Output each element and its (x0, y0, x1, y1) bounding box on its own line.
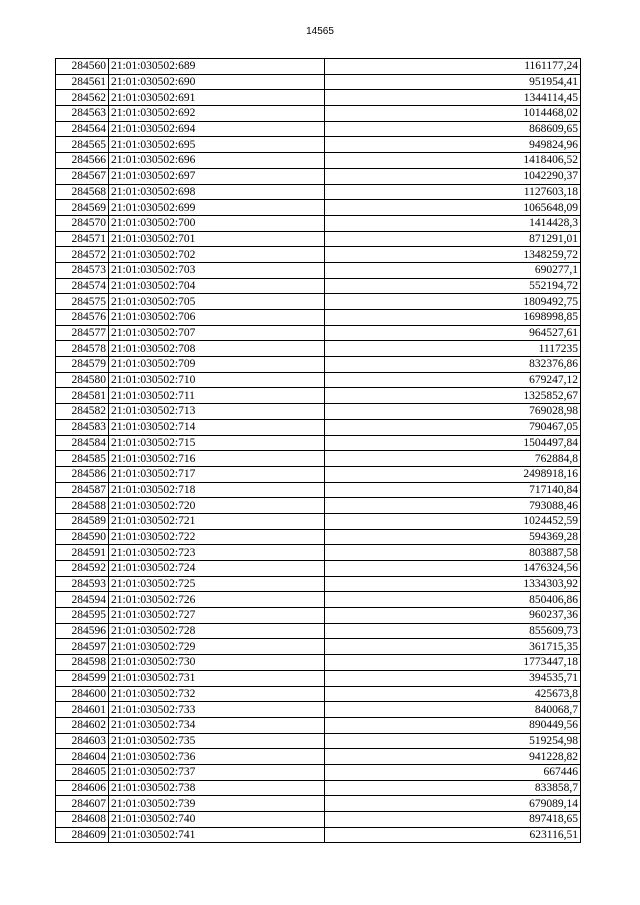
table-row (56, 498, 581, 514)
table-row (56, 592, 581, 608)
cadastral-number-cell: 21:01:030502:728 (109, 623, 325, 639)
row-id-cell: 284605 (56, 764, 109, 780)
value-cell: 840068,7 (325, 702, 581, 718)
value-cell: 941228,82 (325, 749, 581, 765)
value-cell: 667446 (325, 764, 581, 780)
table-row (56, 812, 581, 828)
row-id-cell: 284569 (56, 200, 109, 216)
row-id-cell: 284607 (56, 796, 109, 812)
table-row (56, 388, 581, 404)
cadastral-number-cell: 21:01:030502:732 (109, 686, 325, 702)
row-id-cell: 284564 (56, 121, 109, 137)
cadastral-number-cell: 21:01:030502:721 (109, 513, 325, 529)
cadastral-number-cell: 21:01:030502:718 (109, 482, 325, 498)
cadastral-number-cell: 21:01:030502:714 (109, 419, 325, 435)
cadastral-number-cell: 21:01:030502:724 (109, 561, 325, 577)
cadastral-number-cell: 21:01:030502:689 (109, 59, 325, 75)
table-row (56, 451, 581, 467)
table-row (56, 686, 581, 702)
row-id-cell: 284575 (56, 294, 109, 310)
table-row (56, 702, 581, 718)
table-row (56, 184, 581, 200)
row-id-cell: 284592 (56, 561, 109, 577)
row-id-cell: 284602 (56, 717, 109, 733)
value-cell: 769028,98 (325, 404, 581, 420)
row-id-cell: 284603 (56, 733, 109, 749)
cadastral-number-cell: 21:01:030502:701 (109, 231, 325, 247)
table-row (56, 466, 581, 482)
cadastral-number-cell: 21:01:030502:740 (109, 812, 325, 828)
row-id-cell: 284584 (56, 435, 109, 451)
value-cell: 623116,51 (325, 827, 581, 843)
row-id-cell: 284579 (56, 357, 109, 373)
value-cell: 793088,46 (325, 498, 581, 514)
cadastral-value-table (55, 58, 581, 843)
row-id-cell: 284587 (56, 482, 109, 498)
row-id-cell: 284606 (56, 780, 109, 796)
cadastral-number-cell: 21:01:030502:715 (109, 435, 325, 451)
value-cell: 1042290,37 (325, 168, 581, 184)
value-cell: 964527,61 (325, 325, 581, 341)
cadastral-number-cell: 21:01:030502:692 (109, 106, 325, 122)
value-cell: 960237,36 (325, 608, 581, 624)
cadastral-number-cell: 21:01:030502:734 (109, 717, 325, 733)
cadastral-number-cell: 21:01:030502:702 (109, 247, 325, 263)
row-id-cell: 284567 (56, 168, 109, 184)
table-row (56, 372, 581, 388)
value-cell: 717140,84 (325, 482, 581, 498)
value-cell: 1065648,09 (325, 200, 581, 216)
cadastral-number-cell: 21:01:030502:695 (109, 137, 325, 153)
value-cell: 803887,58 (325, 545, 581, 561)
value-cell: 519254,98 (325, 733, 581, 749)
row-id-cell: 284562 (56, 90, 109, 106)
row-id-cell: 284589 (56, 513, 109, 529)
cadastral-number-cell: 21:01:030502:694 (109, 121, 325, 137)
row-id-cell: 284572 (56, 247, 109, 263)
cadastral-number-cell: 21:01:030502:703 (109, 262, 325, 278)
row-id-cell: 284590 (56, 529, 109, 545)
table-row (56, 529, 581, 545)
cadastral-number-cell: 21:01:030502:717 (109, 466, 325, 482)
value-cell: 871291,01 (325, 231, 581, 247)
table-row (56, 168, 581, 184)
value-cell: 855609,73 (325, 623, 581, 639)
value-cell: 868609,65 (325, 121, 581, 137)
value-cell: 762884,8 (325, 451, 581, 467)
cadastral-number-cell: 21:01:030502:731 (109, 670, 325, 686)
table-row (56, 90, 581, 106)
value-cell: 1476324,56 (325, 561, 581, 577)
table-row (56, 608, 581, 624)
value-cell: 949824,96 (325, 137, 581, 153)
table-row (56, 749, 581, 765)
value-cell: 425673,8 (325, 686, 581, 702)
table-row (56, 278, 581, 294)
cadastral-number-cell: 21:01:030502:691 (109, 90, 325, 106)
cadastral-number-cell: 21:01:030502:700 (109, 215, 325, 231)
cadastral-number-cell: 21:01:030502:698 (109, 184, 325, 200)
table-row (56, 404, 581, 420)
cadastral-number-cell: 21:01:030502:690 (109, 74, 325, 90)
row-id-cell: 284597 (56, 639, 109, 655)
value-cell: 1418406,52 (325, 153, 581, 169)
table-row (56, 764, 581, 780)
value-cell: 1014468,02 (325, 106, 581, 122)
table-row (56, 200, 581, 216)
table-row (56, 121, 581, 137)
value-cell: 1809492,75 (325, 294, 581, 310)
row-id-cell: 284563 (56, 106, 109, 122)
row-id-cell: 284561 (56, 74, 109, 90)
cadastral-number-cell: 21:01:030502:737 (109, 764, 325, 780)
value-cell: 1117235 (325, 341, 581, 357)
value-cell: 1127603,18 (325, 184, 581, 200)
row-id-cell: 284568 (56, 184, 109, 200)
row-id-cell: 284582 (56, 404, 109, 420)
row-id-cell: 284580 (56, 372, 109, 388)
value-cell: 951954,41 (325, 74, 581, 90)
cadastral-number-cell: 21:01:030502:741 (109, 827, 325, 843)
table-row (56, 310, 581, 326)
cadastral-number-cell: 21:01:030502:699 (109, 200, 325, 216)
cadastral-number-cell: 21:01:030502:725 (109, 576, 325, 592)
row-id-cell: 284601 (56, 702, 109, 718)
value-cell: 1024452,59 (325, 513, 581, 529)
table-row (56, 325, 581, 341)
table-row (56, 670, 581, 686)
cadastral-number-cell: 21:01:030502:729 (109, 639, 325, 655)
row-id-cell: 284596 (56, 623, 109, 639)
value-cell: 897418,65 (325, 812, 581, 828)
row-id-cell: 284576 (56, 310, 109, 326)
row-id-cell: 284595 (56, 608, 109, 624)
cadastral-number-cell: 21:01:030502:711 (109, 388, 325, 404)
row-id-cell: 284585 (56, 451, 109, 467)
table-row (56, 357, 581, 373)
table-row (56, 780, 581, 796)
row-id-cell: 284586 (56, 466, 109, 482)
row-id-cell: 284560 (56, 59, 109, 75)
table-row (56, 545, 581, 561)
row-id-cell: 284566 (56, 153, 109, 169)
table-row (56, 262, 581, 278)
row-id-cell: 284600 (56, 686, 109, 702)
value-cell: 361715,35 (325, 639, 581, 655)
value-cell: 833858,7 (325, 780, 581, 796)
value-cell: 1414428,3 (325, 215, 581, 231)
table-row (56, 59, 581, 75)
table-row (56, 137, 581, 153)
cadastral-number-cell: 21:01:030502:706 (109, 310, 325, 326)
table-row (56, 74, 581, 90)
table-row (56, 655, 581, 671)
row-id-cell: 284583 (56, 419, 109, 435)
cadastral-number-cell: 21:01:030502:713 (109, 404, 325, 420)
table-row (56, 796, 581, 812)
table-row (56, 561, 581, 577)
value-cell: 679089,14 (325, 796, 581, 812)
cadastral-number-cell: 21:01:030502:730 (109, 655, 325, 671)
cadastral-number-cell: 21:01:030502:704 (109, 278, 325, 294)
row-id-cell: 284573 (56, 262, 109, 278)
value-cell: 690277,1 (325, 262, 581, 278)
value-cell: 1325852,67 (325, 388, 581, 404)
cadastral-number-cell: 21:01:030502:733 (109, 702, 325, 718)
table-row (56, 106, 581, 122)
table-row (56, 827, 581, 843)
row-id-cell: 284578 (56, 341, 109, 357)
page-number: 14565 (306, 26, 334, 37)
cadastral-number-cell: 21:01:030502:696 (109, 153, 325, 169)
value-cell: 790467,05 (325, 419, 581, 435)
value-cell: 1348259,72 (325, 247, 581, 263)
table-row (56, 482, 581, 498)
table-row (56, 294, 581, 310)
row-id-cell: 284594 (56, 592, 109, 608)
cadastral-number-cell: 21:01:030502:723 (109, 545, 325, 561)
cadastral-number-cell: 21:01:030502:726 (109, 592, 325, 608)
value-cell: 1698998,85 (325, 310, 581, 326)
cadastral-number-cell: 21:01:030502:727 (109, 608, 325, 624)
row-id-cell: 284581 (56, 388, 109, 404)
row-id-cell: 284570 (56, 215, 109, 231)
value-cell: 2498918,16 (325, 466, 581, 482)
row-id-cell: 284571 (56, 231, 109, 247)
cadastral-number-cell: 21:01:030502:735 (109, 733, 325, 749)
row-id-cell: 284588 (56, 498, 109, 514)
table-row (56, 215, 581, 231)
row-id-cell: 284577 (56, 325, 109, 341)
value-cell: 552194,72 (325, 278, 581, 294)
table-body (56, 59, 581, 843)
value-cell: 394535,71 (325, 670, 581, 686)
table-row (56, 419, 581, 435)
value-cell: 850406,86 (325, 592, 581, 608)
value-cell: 832376,86 (325, 357, 581, 373)
cadastral-number-cell: 21:01:030502:697 (109, 168, 325, 184)
cadastral-number-cell: 21:01:030502:710 (109, 372, 325, 388)
value-cell: 1334303,92 (325, 576, 581, 592)
table-row (56, 576, 581, 592)
table-row (56, 733, 581, 749)
table-row (56, 639, 581, 655)
table-row (56, 717, 581, 733)
value-cell: 594369,28 (325, 529, 581, 545)
row-id-cell: 284604 (56, 749, 109, 765)
value-cell: 1161177,24 (325, 59, 581, 75)
cadastral-number-cell: 21:01:030502:722 (109, 529, 325, 545)
value-cell: 679247,12 (325, 372, 581, 388)
cadastral-number-cell: 21:01:030502:709 (109, 357, 325, 373)
row-id-cell: 284565 (56, 137, 109, 153)
cadastral-number-cell: 21:01:030502:739 (109, 796, 325, 812)
cadastral-number-cell: 21:01:030502:738 (109, 780, 325, 796)
value-cell: 1773447,18 (325, 655, 581, 671)
table-row (56, 435, 581, 451)
table-row (56, 247, 581, 263)
row-id-cell: 284599 (56, 670, 109, 686)
value-cell: 1344114,45 (325, 90, 581, 106)
row-id-cell: 284609 (56, 827, 109, 843)
row-id-cell: 284598 (56, 655, 109, 671)
table-row (56, 341, 581, 357)
table-row (56, 513, 581, 529)
row-id-cell: 284593 (56, 576, 109, 592)
cadastral-number-cell: 21:01:030502:720 (109, 498, 325, 514)
cadastral-number-cell: 21:01:030502:707 (109, 325, 325, 341)
cadastral-number-cell: 21:01:030502:716 (109, 451, 325, 467)
table-row (56, 231, 581, 247)
row-id-cell: 284591 (56, 545, 109, 561)
row-id-cell: 284608 (56, 812, 109, 828)
value-cell: 1504497,84 (325, 435, 581, 451)
cadastral-number-cell: 21:01:030502:705 (109, 294, 325, 310)
table-row (56, 153, 581, 169)
table-row (56, 623, 581, 639)
row-id-cell: 284574 (56, 278, 109, 294)
value-cell: 890449,56 (325, 717, 581, 733)
cadastral-number-cell: 21:01:030502:708 (109, 341, 325, 357)
cadastral-number-cell: 21:01:030502:736 (109, 749, 325, 765)
